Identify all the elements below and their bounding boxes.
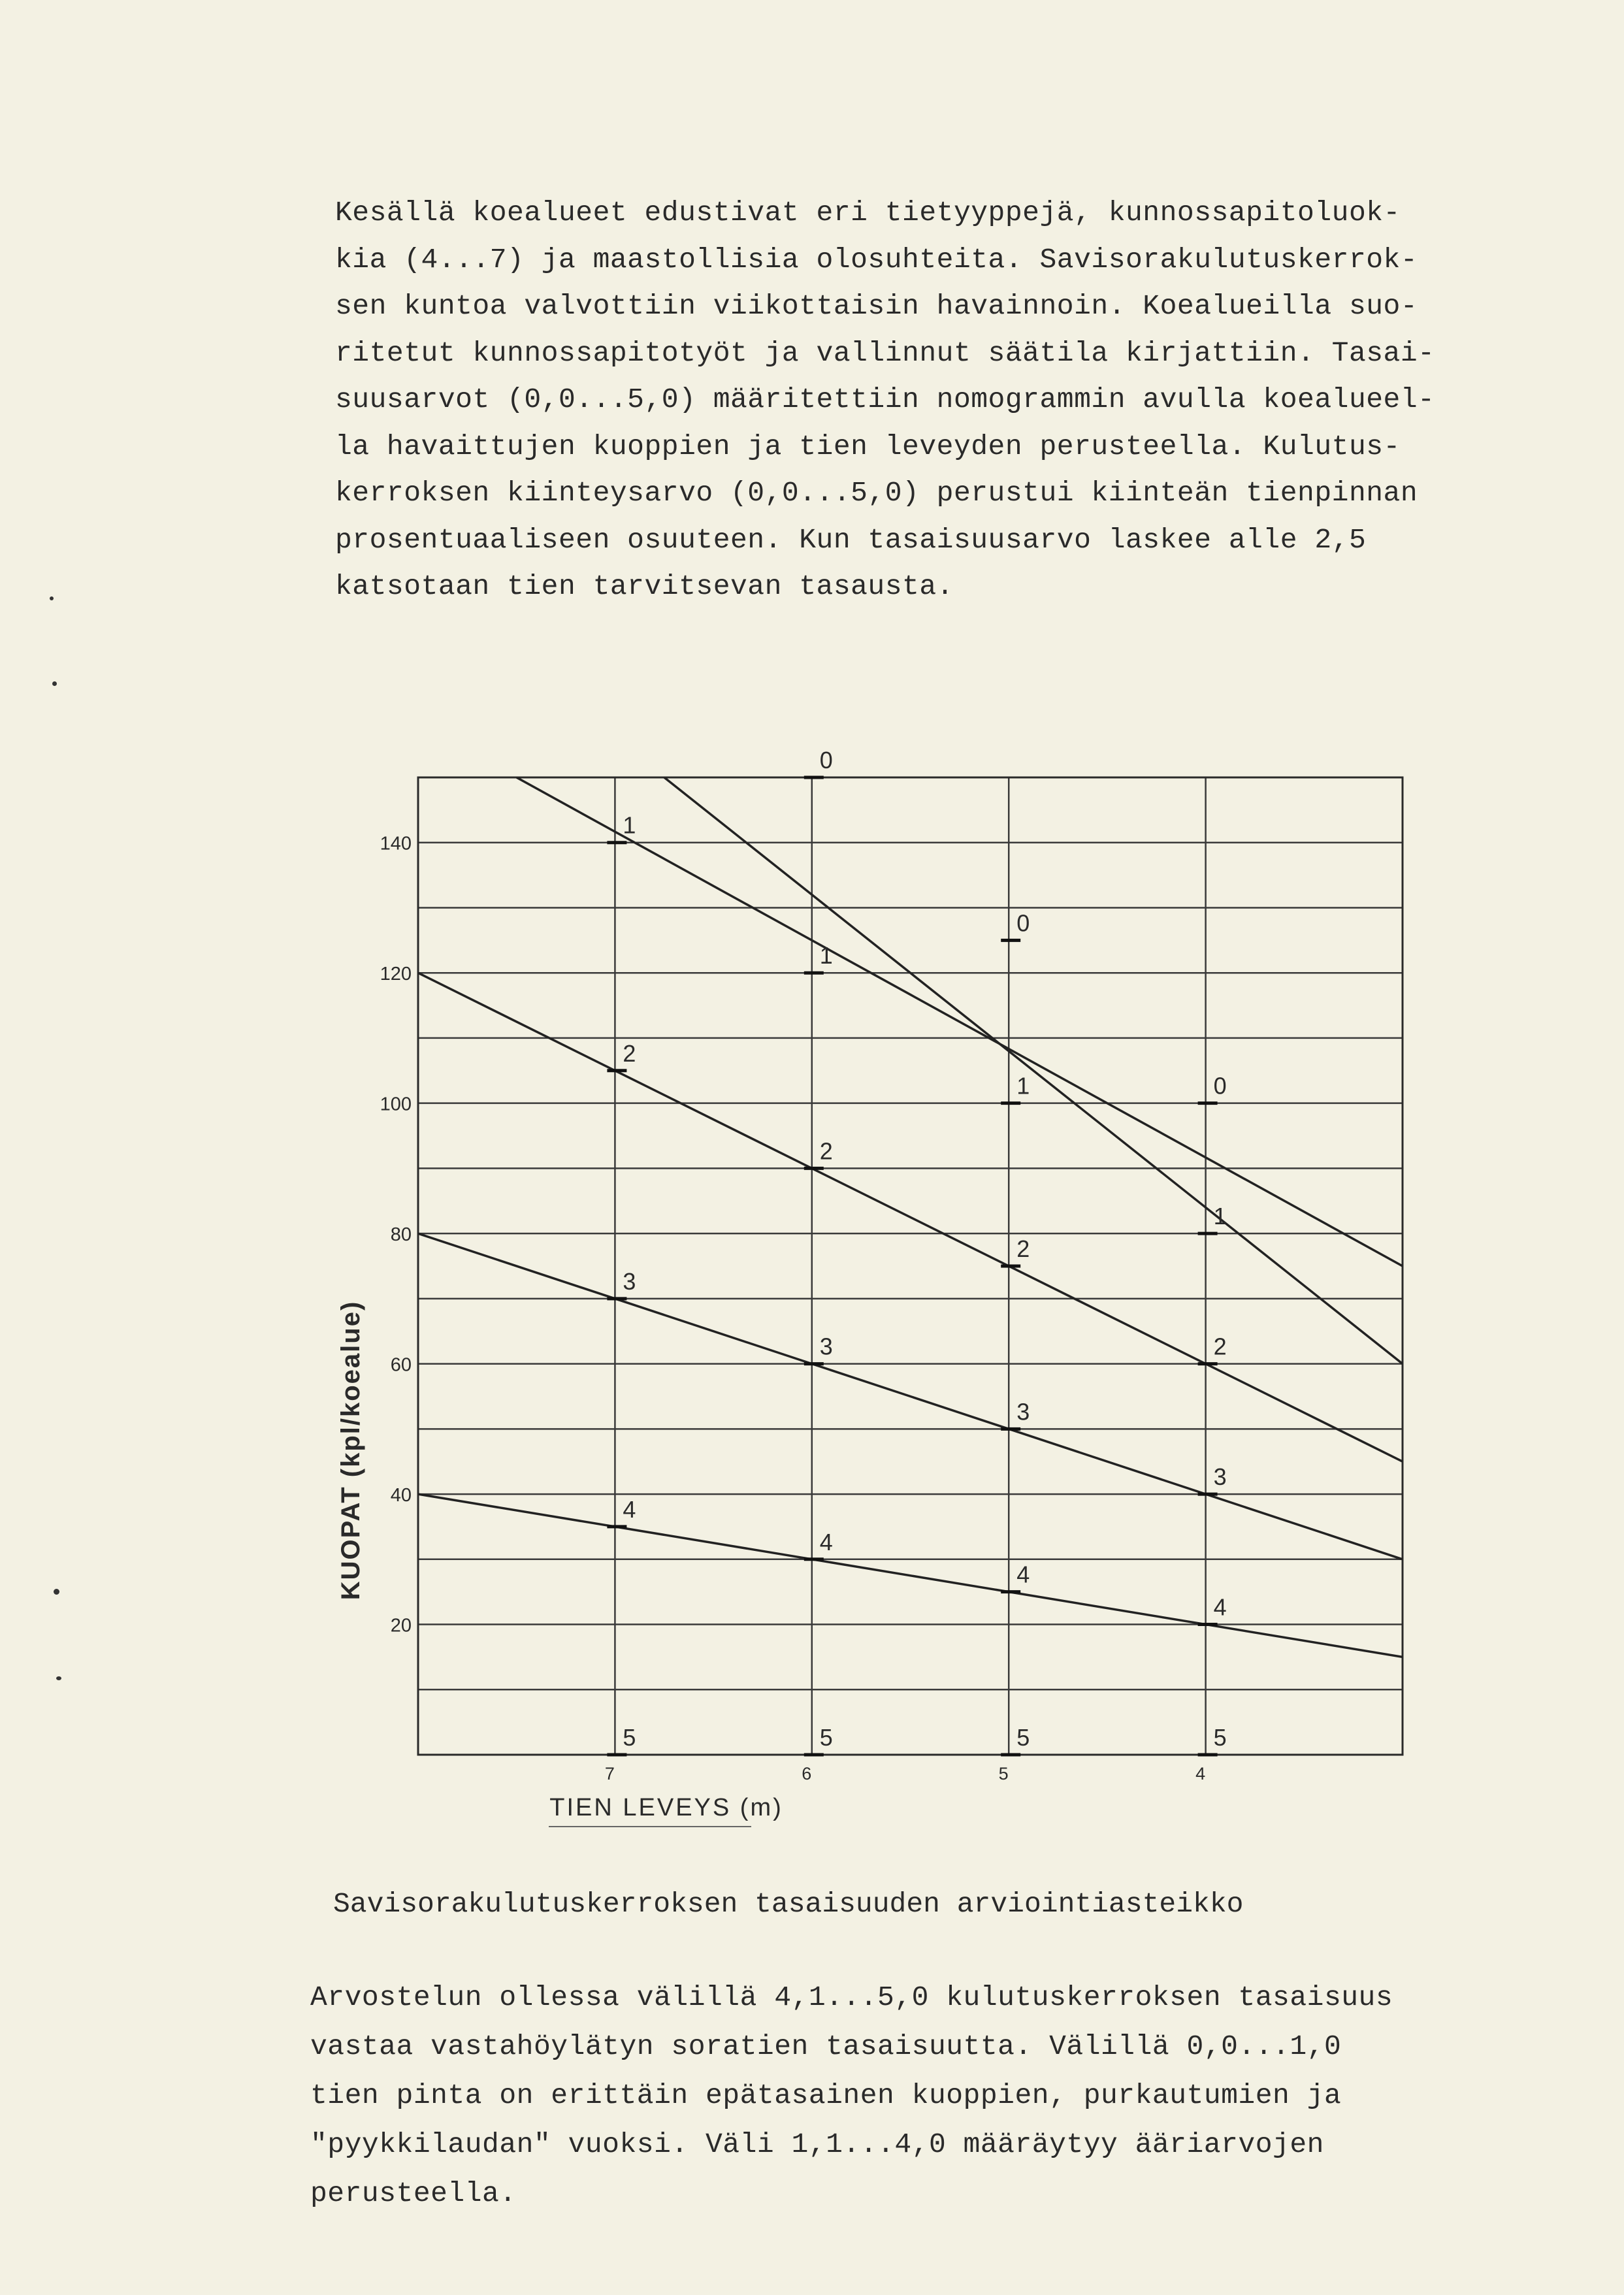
intro-line: kia (4...7) ja maastollisia olosuhteita. Savisorakulutuskerrok- (335, 243, 1418, 276)
intro-line: sen kuntoa valvottiin viikottaisin havainnoin. Koealueilla suo- (335, 290, 1418, 322)
margin-dot (54, 1589, 59, 1595)
explanation-line: "pyykkilaudan" vuoksi. Väli 1,1...4,0 määräytyy ääriarvojen (310, 2128, 1324, 2160)
grade-label: 4 (1213, 1593, 1227, 1621)
y-tick-label: 40 (390, 1485, 412, 1506)
grade-label: 4 (1016, 1561, 1030, 1588)
y-tick-label: 120 (380, 964, 412, 985)
grade-label: 5 (1213, 1724, 1227, 1751)
y-tick-label: 80 (390, 1224, 412, 1246)
intro-line: Kesällä koealueet edustivat eri tietyyppejä, kunnossapitoluok- (335, 197, 1401, 229)
intro-line: prosentuaaliseen osuuteen. Kun tasaisuusarvo laskee alle 2,5 (335, 523, 1367, 556)
intro-line: katsotaan tien tarvitsevan tasausta. (335, 570, 954, 602)
explanation-line: vastaa vastahöylätyn soratien tasaisuutta. Välillä 0,0...1,0 (310, 2030, 1342, 2062)
intro-line: la havaittujen kuoppien ja tien leveyden perusteella. Kulutus- (335, 430, 1401, 463)
grade-label: 0 (819, 747, 833, 773)
explanation-line: perusteella. (310, 2177, 517, 2209)
grade-label: 5 (1016, 1724, 1030, 1751)
x-tick-label: 6 (802, 1764, 812, 1783)
margin-dot (52, 681, 57, 686)
y-tick-label: 20 (390, 1615, 412, 1636)
explanation-line: Arvostelun ollessa välillä 4,1...5,0 kulutuskerroksen tasaisuus (310, 1981, 1393, 2013)
grade-label: 3 (1016, 1398, 1030, 1425)
y-tick-label: 100 (380, 1094, 412, 1115)
margin-dot (50, 596, 54, 600)
grade-line (418, 1233, 1403, 1559)
grade-label: 5 (819, 1724, 833, 1751)
x-tick-label: 5 (998, 1764, 1009, 1783)
explanation-paragraph (310, 1973, 1393, 2218)
grade-label: 2 (819, 1137, 833, 1165)
grade-line (418, 973, 1403, 1461)
grade-label: 4 (819, 1528, 833, 1555)
intro-line: suusarvot (0,0...5,0) määritettiin nomogrammin avulla koealueel- (335, 383, 1435, 415)
margin-dot (56, 1676, 61, 1680)
grade-label: 1 (623, 811, 636, 839)
intro-line: ritetut kunnossapitotyöt ja vallinnut säätila kirjattiin. Tasai- (335, 336, 1435, 369)
y-tick-label: 140 (380, 833, 412, 855)
y-tick-label: 60 (390, 1354, 412, 1376)
explanation-line: tien pinta on erittäin epätasainen kuoppien, purkautumien ja (310, 2079, 1342, 2111)
plot-frame (418, 777, 1403, 1755)
grade-label: 0 (1016, 909, 1030, 937)
y-axis-title: KUOPAT (kpl/koealue) (336, 1300, 365, 1601)
grade-label: 0 (1213, 1072, 1227, 1099)
grade-line (517, 777, 1403, 1266)
chart-caption: Savisorakulutuskerroksen tasaisuuden arviointiasteikko (333, 1888, 1244, 1920)
intro-line: kerroksen kiinteysarvo (0,0...5,0) perustui kiinteän tienpinnan (335, 477, 1418, 509)
grade-label: 2 (623, 1039, 636, 1067)
grade-label: 5 (623, 1724, 636, 1751)
grade-label: 4 (623, 1495, 636, 1523)
x-axis-title: TIEN LEVEYS (m) (549, 1794, 783, 1821)
grade-label: 3 (1213, 1463, 1227, 1491)
grade-label: 1 (1213, 1203, 1227, 1230)
x-tick-label: 4 (1195, 1764, 1206, 1783)
grade-line (418, 1494, 1403, 1657)
grade-label: 1 (1016, 1072, 1030, 1099)
grade-label: 2 (1213, 1333, 1227, 1360)
grade-label: 3 (623, 1267, 636, 1295)
grade-label: 2 (1016, 1235, 1030, 1262)
grade-label: 3 (819, 1333, 833, 1360)
x-tick-label: 7 (604, 1764, 615, 1783)
grade-label: 1 (819, 942, 833, 969)
